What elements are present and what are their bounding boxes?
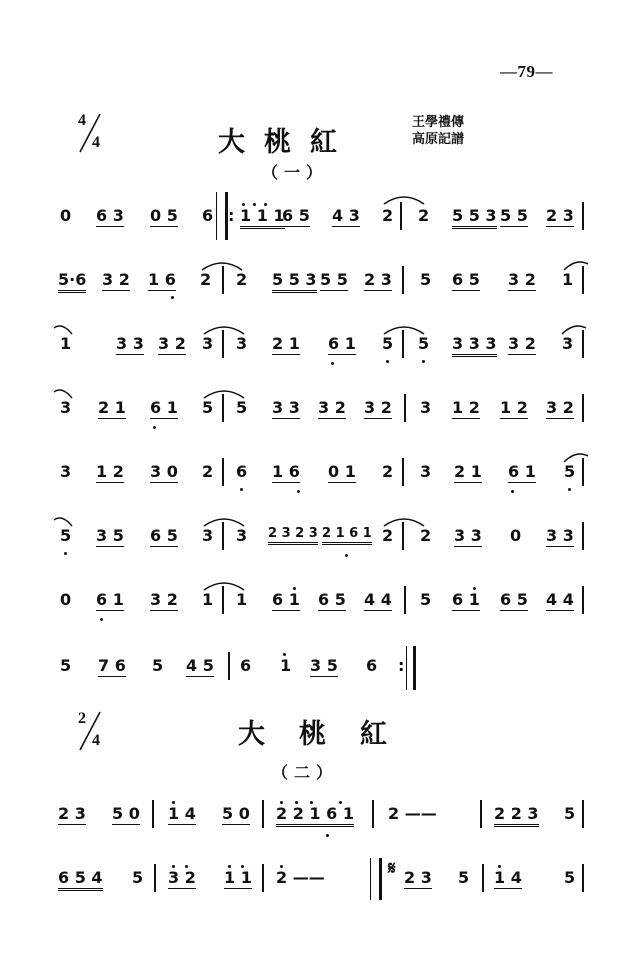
repeat-start-barline [216,192,228,240]
high-octave-dot [280,801,283,804]
barline [582,586,584,614]
note: 5 [152,656,164,675]
note: 4 4 [364,590,392,609]
barline [154,864,156,892]
low-octave-dot [64,552,67,555]
note: 3 3 [454,526,482,545]
song-title-1: 大桃紅 [218,127,356,158]
barline [404,394,406,422]
credit-notator: 高原記譜 [412,132,465,147]
high-octave-dot [295,801,298,804]
section-label-1: （一） [262,163,329,182]
note: 4 5 [186,656,214,675]
segno-sign: 𝄋 [388,858,396,879]
barline [402,458,404,486]
note: 6 1 [96,590,124,609]
repeat-dots: : [228,206,235,225]
note: 7 6 [98,656,126,675]
note: 2 [382,462,394,481]
note: 1 1 1 [240,206,285,229]
note: 2 1 [272,334,300,353]
note: 5 5 3 [452,206,497,229]
low-octave-dot [511,490,514,493]
note: 3 2 [546,398,574,417]
note: 5 [564,462,576,481]
score-line-8 [0,656,640,696]
note: 3 2 [150,590,178,609]
note: 6 3 [96,206,124,225]
barline [582,522,584,550]
high-octave-dot [264,203,267,206]
high-octave-dot [473,587,476,590]
barline [222,522,224,550]
note: 1 [60,334,72,353]
note: 6 [366,656,378,675]
note: 3 2 [168,868,196,887]
note: 6 1 [328,334,356,353]
note: 2 3 2 3 [268,526,318,545]
note: 6 [240,656,252,675]
barline [222,394,224,422]
score-line-7 [0,590,640,630]
barline [480,800,482,828]
note: 1 1 [224,868,252,887]
low-octave-dot [331,362,334,365]
high-octave-dot [172,865,175,868]
note: 2 [418,206,430,225]
note: 1 2 [452,398,480,417]
low-octave-dot [100,618,103,621]
note: 5 [60,656,72,675]
high-octave-dot [310,801,313,804]
song-title-2: 大桃紅 [238,719,421,750]
score-line-10 [0,858,640,908]
note: 5 [564,868,576,887]
note: 2 [420,526,432,545]
barline [402,330,404,358]
note: 3 2 [508,334,536,353]
high-octave-dot [339,801,342,804]
barline [582,266,584,294]
note: 3 [420,398,432,417]
barline [152,800,154,828]
barline [222,266,224,294]
note: 5·6 [58,270,86,293]
high-octave-dot [280,865,283,868]
high-octave-dot [241,865,244,868]
barline [582,864,584,892]
note: 6 1 [508,462,536,481]
note: 3 0 [150,462,178,481]
note: 3 3 [116,334,144,353]
note: 3 5 [96,526,124,545]
score-line-5 [0,462,640,502]
low-octave-dot [153,426,156,429]
credits [412,114,464,148]
note: 5 5 3 [272,270,317,293]
note: 5 5 [500,206,528,225]
note: 6 1 [452,590,480,609]
note: 1 [236,590,248,609]
low-octave-dot [297,490,300,493]
note: 6 5 [282,206,310,225]
note: 5 0 [112,804,140,823]
note: 2 3 [404,868,432,887]
note: 0 [510,526,522,545]
tie-arc [562,450,590,464]
note: 3 3 3 [452,334,497,357]
tie-arc [562,258,590,272]
note: 2 [200,270,212,289]
note: 3 2 [508,270,536,289]
note: 1 [202,590,214,609]
low-octave-dot [171,296,174,299]
note: 2 [382,526,394,545]
note: 1 6 [148,270,176,289]
barline [582,458,584,486]
note: 1 2 [96,462,124,481]
note: 6 5 4 [58,868,103,891]
high-octave-dot [228,865,231,868]
note: 2 3 [546,206,574,225]
note: 2 [382,206,394,225]
score-line-4 [0,398,640,438]
low-octave-dot [386,360,389,363]
tie-arc [560,322,588,336]
note: 6 1 [150,398,178,417]
high-octave-dot [283,653,286,656]
note: 5 [458,868,470,887]
barline [582,202,584,230]
high-octave-dot [498,865,501,868]
note: 1 4 [494,868,522,887]
score-line-6 [0,526,640,566]
repeat-start-barline [370,858,382,900]
note: 3 [60,398,72,417]
note: 5 [132,868,144,887]
barline [482,864,484,892]
note: 1 4 [168,804,196,823]
high-octave-dot [293,587,296,590]
note: 1 2 [500,398,528,417]
note: 3 5 [310,656,338,675]
barline [262,864,264,892]
score-line-9 [0,804,640,844]
note: 0 1 [328,462,356,481]
time-signature-denominator: 4 [92,134,100,151]
repeat-end-barline [406,646,416,690]
note: 4 4 [546,590,574,609]
note: 2 2 1 6 1 [276,804,354,827]
barline [402,266,404,294]
note: 6 5 [150,526,178,545]
time-signature-2 [76,710,106,756]
note: 2 —— [276,868,325,887]
note: 5 [382,334,394,353]
note: 2 [236,270,248,289]
note: 2 —— [388,804,437,823]
note: 0 5 [150,206,178,225]
note: 3 2 [102,270,130,289]
repeat-dots: : [398,656,405,675]
note: 3 2 [158,334,186,353]
barline [582,394,584,422]
note: 5 [236,398,248,417]
note: 3 3 [272,398,300,417]
note: 2 3 [364,270,392,289]
low-octave-dot [240,488,243,491]
score-line-1 [0,206,640,246]
note: 3 [236,334,248,353]
note: 6 5 [500,590,528,609]
note: 3 [202,526,214,545]
note: 2 1 [98,398,126,417]
high-octave-dot [172,801,175,804]
note: 2 [202,462,214,481]
note: 3 3 [546,526,574,545]
barline [222,330,224,358]
note: 6 5 [452,270,480,289]
note: 5 [564,804,576,823]
barline [400,202,402,230]
note: 5 [418,334,430,353]
note: 2 1 6 1 [322,526,372,545]
section-label-2: （二） [272,763,339,782]
score-line-2 [0,270,640,310]
low-octave-dot [345,554,348,557]
note: 1 [280,656,292,675]
note: 2 3 [58,804,86,823]
note: 4 3 [332,206,360,225]
barline [404,586,406,614]
note: 2 1 [454,462,482,481]
note: 5 [60,526,72,545]
note: 1 6 [272,462,300,481]
low-octave-dot [422,360,425,363]
note: 3 [562,334,574,353]
note: 6 [202,206,214,225]
note: 5 0 [222,804,250,823]
time-signature-denominator: 4 [92,732,100,749]
low-octave-dot [326,834,329,837]
note: 0 [60,206,72,225]
note: 3 [202,334,214,353]
barline [222,458,224,486]
barline [582,330,584,358]
note: 5 [420,270,432,289]
time-signature-1 [76,112,106,158]
note: 2 2 3 [494,804,539,827]
high-octave-dot [242,203,245,206]
note: 6 [236,462,248,481]
barline [402,522,404,550]
note: 0 [60,590,72,609]
barline [222,586,224,614]
tie-arc [382,192,426,206]
barline [582,800,584,828]
note: 1 [562,270,574,289]
barline [372,800,374,828]
note: 3 [420,462,432,481]
barline [262,800,264,828]
credit-transmitter: 王學禮傳 [412,115,465,130]
high-octave-dot [185,865,188,868]
barline [228,652,230,680]
high-octave-dot [253,203,256,206]
note: 5 [202,398,214,417]
note: 3 2 [318,398,346,417]
note: 5 5 [320,270,348,289]
note: 3 2 [364,398,392,417]
note: 6 1 [272,590,300,609]
note: 5 [420,590,432,609]
note: 6 5 [318,590,346,609]
time-signature-numerator: 4 [78,112,86,129]
note: 3 [236,526,248,545]
low-octave-dot [568,488,571,491]
score-line-3 [0,334,640,374]
time-signature-numerator: 2 [78,710,86,727]
note: 3 [60,462,72,481]
page-number: —79— [500,62,553,81]
